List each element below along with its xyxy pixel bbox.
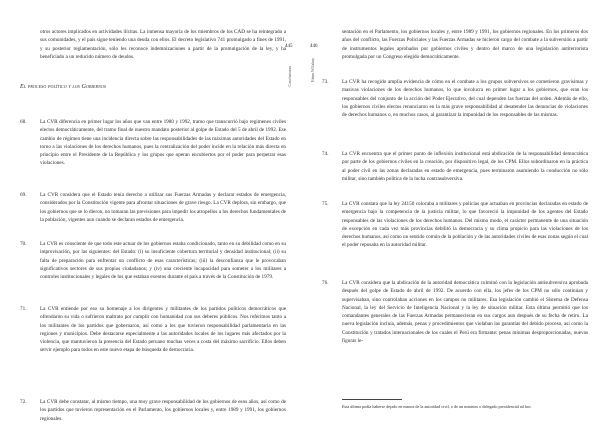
paragraph-text: La CVR entiende por eso su homenaje a los dirigentes y militantes de los partidos políticos democráticos que ofrendaron su vida o sufrieron maltrato por cumplir con humanidad con sus deberes públicos. Nos referimos tanto a los militantes de los partidos que gobernaron, así como a los que tuvieron responsabilidad parlamentaria en las regiones y municipios. Debe destacarse especialmente a las autoridades locales de los lugares más afectados por la violencia, que mantuvieron la presencia del Estado peruano muchas veces a costa del máximo sacrificio. Ellos deben servir ejemplo para todos en este nuevo etapa de búsqueda de democracia.: [40, 306, 286, 354]
paragraph-number: 69.: [20, 192, 27, 198]
footnote-divider: [342, 399, 402, 400]
paragraph-text: La CVR es consciente de que todo este actuar de los gobiernos estaba condicionado, tanto en su debilidad como en su improvisación, por las siguientes: del Estado: (i) su insuficiente cobertura territorial y densidad institucional; (ii) su falta de preparación para enfrentar un conflicto de esas características; (iii) la desconfianza que le provocaban significativos sectores de sus propios ciudadanos; y (iv) una creciente incapacidad para someter a los militares a controles institucionales y legales de los que estaban exentos durante el país a través de la Constitución de 1979.: [40, 241, 286, 281]
running-header: Conclusiones: [288, 66, 292, 87]
paragraph-text: La CVR debe constatar, al mismo tiempo, una muy grave responsabilidad de los gobiernos de esos años, así como de los partidos que tuvieron representación en el Parlamento, los gobiernos locales y, entre 1989 y 1991, los gobiernos regionales.: [40, 399, 286, 422]
section-heading: El proceso político y los Gobiernos: [20, 83, 106, 90]
running-header: Hatun Willakuy: [311, 58, 315, 83]
right-page: [302, 0, 600, 431]
page-number: 446: [310, 44, 318, 49]
paragraph-text: La CVR ha recogido amplia evidencia de cómo en el combate a los grupos subversivos se cometieron gravísimas y masivas violaciones de los derechos humanos, lo que involucra en primer lugar a los gobiernos, que eran los responsables del conjunto de la acción del Poder Ejecutivo, del cual dependen las fuerzas del orden. Además de ello, los gobiernos civiles electos renunciaron en la más grave responsabilidad al desatender las denuncias de violaciones de derechos humanos o, en muchos casos, al garantizar la impunidad de los responsables de las mismas.: [342, 79, 588, 119]
paragraph-number: 74.: [322, 151, 329, 157]
paragraph-text: La CVR considera que el Estado tenía derecho a utilizar sus Fuerzas Armadas y declarar estados de emergencia, considerados por la Constitución vigente para afrontar situaciones de grave riesgo. La CVR deplora, sin embargo, que los gobiernos que se lo dieron, no tomaran las previsiones para impedir los atropellos a los derechos fundamentales de la población, vigentes aun cuando se declaran estados de emergencia.: [40, 192, 286, 223]
paragraph-text: La CVR constata que la ley 24150 colocaba a militares y policías que actuaban en provincias declaradas en estado de emergencia bajo la competencia de la justicia militar, lo que favoreció la impunidad de los agentes del Estado responsables de las violaciones de los derechos humanos. Del mismo modo, el carácter permanente de una situación de excepción en cada vez más provincias debilitó la democracia y su clima propicio para las violaciones de los derechos humanos, así como un sentido común de la población y de las autoridades civiles de esas zonas según el cual el poder reposaba en la autoridad militar.: [342, 201, 588, 249]
paragraph-number: 73.: [322, 79, 329, 85]
page-number: 445: [285, 44, 293, 49]
intro-text: sentación en el Parlamento, los gobiernos locales y, entre 1989 y 1991, los gobiernos regionales. En los primeros dos años del conflicto, las Fuerzas Policiales y las Fuerzas Armadas se hicieron cargo del combate a la subversión a partir de instrumentos legales aprobados por gobiernos civiles y dentro del marco de una legislación antiterrorista promulgada por un Congreso elegido democráticamente.: [342, 29, 588, 60]
paragraph-text: La CVR considera que la abdicación de la autoridad democrática culminó con la legislación antisubversiva aprobada después del golpe de Estado de abril de 1992. De acuerdo con ella, los jefes de los CPM no sólo continúan y supervisaban, sino controlaban acciones en los campos no militares. Esa legislación cambió el Sistema de Defensa Nacional, la ley del Servicio de Inteligencia Nacional y la ley de situación militar. Esta última permitió que los comandantes generales de las Fuerzas Armadas permanecieran en sus cargos aun después de su fecha de retiro. La nueva legislación incluía, además, penas y procedimientos que violaban las garantías del debido proceso, así como la Constitución y tratados internacionales de los cuales el Perú era firmante: penas mínimas desproporcionadas, nuevas figuras le-: [342, 280, 588, 345]
paragraph-number: 72.: [20, 399, 27, 405]
left-page: [0, 0, 298, 431]
paragraph-text: La CVR encuentra que el primer punto de inflexión institucional está abdicación de la responsabilidad democrática por parte de los gobiernos civiles en la creación, por dispositivo legal, de los CPM. Ellos subordinaron en la práctica al poder civil en las zonas declaradas en estado de emergencia, pues terminaron asumiendo la conducción no sólo militar, sino también política de la lucha contrasubversiva.: [342, 151, 588, 182]
intro-text: otros actores implicados en actividades ilícitas. La inmensa mayoría de los miembros de los CAD se ha reintegrado a sus comunidades, y el país sigue teniendo una deuda con ellos. El decreto legislativo 741 promulgado a fines de 1991, y su posterior reglamentación, sólo les reconoce indemnizaciones a partir de la promulgación de la ley, y ha beneficiado a un reducido número de deudos.: [40, 29, 286, 60]
paragraph-number: 71.: [20, 306, 27, 312]
paragraph-number: 75.: [322, 201, 329, 207]
footnote: Esta última podía haberse dejado en manos de la autoridad civil, o de un ministro o delegado presidencial ad hoc.: [342, 404, 532, 409]
paragraph-number: 68.: [20, 119, 27, 125]
paragraph-text: La CVR diferencia en primer lugar los años que van entre 1980 y 1992, tramo que transcurrió bajo regímenes civiles electos democráticamente, del tramo final de nuestro mandato posterior al golpe de Estado del 5 de abril de 1992. Ese cambio de régimen tiene una incidencia directa sobre las responsabilidades de las máximas autoridades del Estado en torno a las violaciones de los derechos humanos, pues la centralización del poder incide en la relación más directa en principio entre el Presidente de la República y los grupos que operan encubiertos por el poder para perpetrar esas violaciones.: [40, 119, 286, 167]
paragraph-number: 76.: [322, 280, 329, 286]
paragraph-number: 70.: [20, 241, 27, 247]
